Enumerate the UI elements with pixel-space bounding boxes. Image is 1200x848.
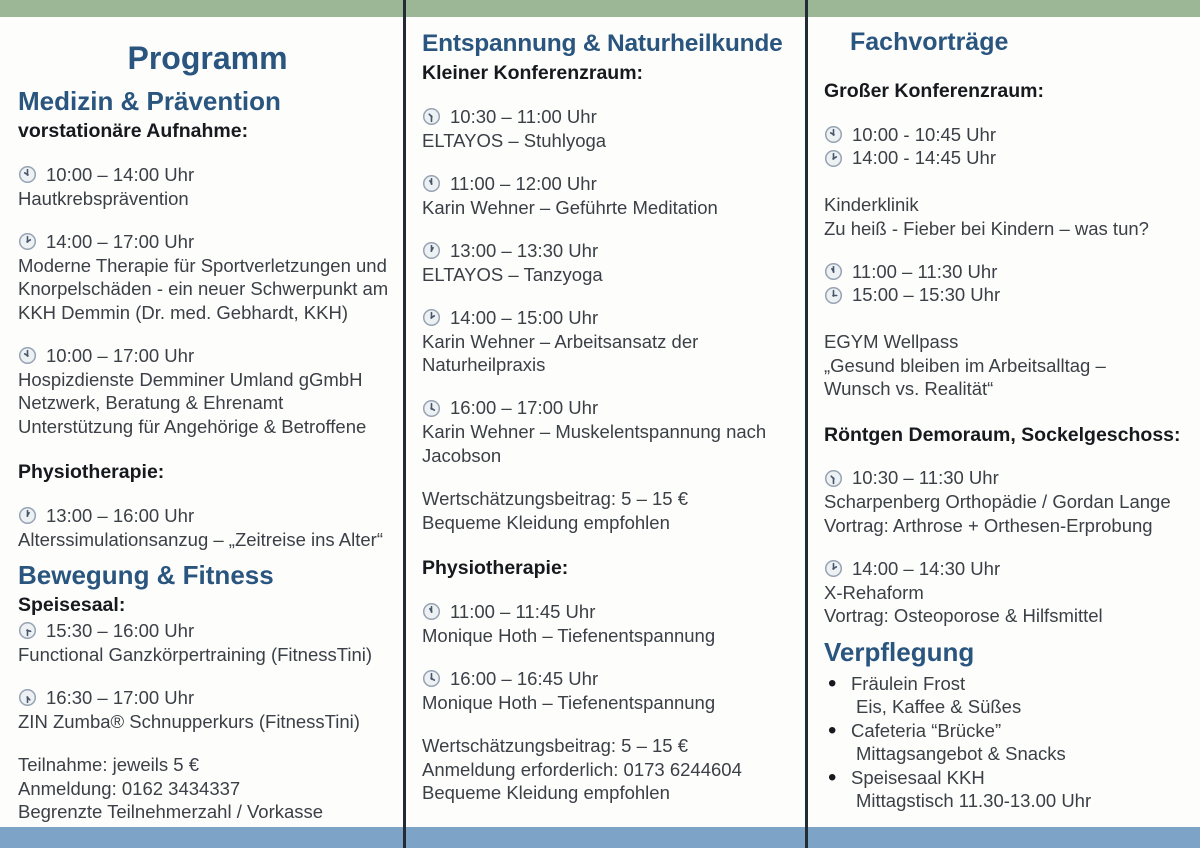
time-row — [422, 172, 797, 196]
event-line: Scharpenberg Orthopädie / Gordan Lange — [824, 491, 1171, 512]
room-subheading: Physiotherapie: — [422, 557, 569, 579]
time-row — [824, 123, 1194, 147]
note-line: Anmeldung erforderlich: 0173 6244604 — [422, 758, 742, 780]
event — [824, 123, 1194, 240]
clock-icon — [422, 241, 441, 260]
bullet-title: • Cafeteria “Brücke” — [851, 719, 1002, 741]
clock-icon — [422, 602, 441, 621]
time-row — [422, 397, 797, 421]
event-description — [18, 254, 397, 325]
time-text: 16:00 – 16:45 Uhr — [450, 667, 599, 689]
time-row — [824, 147, 1194, 171]
column-programm-body — [18, 85, 397, 824]
event-line: Unterstützung für Angehörige & Betroffene — [18, 415, 367, 437]
clock-icon — [18, 165, 37, 184]
bullet-item — [824, 672, 1194, 719]
page-title: Programm — [127, 40, 288, 76]
room-subheading: Physiotherapie: — [18, 461, 165, 483]
event — [18, 230, 397, 324]
clock-icon — [18, 688, 37, 707]
event — [422, 105, 797, 152]
bullet-detail: Mittagstisch 11.30-13.00 Uhr — [856, 790, 1092, 811]
bullet-item — [824, 719, 1194, 766]
column-programm — [0, 17, 403, 827]
event — [422, 667, 797, 714]
time-text: 15:30 – 16:00 Uhr — [46, 619, 195, 641]
note-line: Bequeme Kleidung empfohlen — [422, 511, 670, 533]
event-description — [422, 330, 797, 377]
time-row — [824, 557, 1194, 581]
time-text: 14:00 – 14:30 Uhr — [852, 557, 1001, 579]
time-row — [824, 467, 1194, 491]
event — [824, 557, 1194, 628]
event-line: Zu heiß - Fieber bei Kindern – was tun? — [824, 217, 1149, 239]
time-text: 14:00 - 14:45 Uhr — [852, 147, 996, 169]
event-line: ELTAYOS – Stuhlyoga — [422, 129, 607, 151]
time-text: 11:00 – 11:30 Uhr — [852, 260, 998, 282]
room-subheading: Großer Konferenzraum: — [824, 80, 1044, 102]
event-description — [824, 490, 1194, 537]
event-line: KKH Demmin (Dr. med. Gebhardt, KKH) — [18, 301, 349, 323]
event-description — [422, 420, 797, 467]
clock-icon — [824, 149, 843, 168]
event-description — [824, 581, 1194, 628]
event — [422, 306, 797, 377]
event-line: X-Rehaform — [824, 581, 924, 603]
clock-icon — [422, 174, 441, 193]
event-line: Functional Ganzkörpertraining (FitnessTini) — [18, 643, 373, 665]
event — [824, 467, 1194, 538]
column-title-entspannung: Entspannung & Naturheilkunde — [422, 30, 783, 57]
bullet-list — [824, 672, 1194, 813]
clock-icon — [824, 469, 843, 488]
bullet-detail: Mittagsangebot & Snacks — [856, 743, 1066, 764]
event-description — [422, 196, 797, 220]
room-subheading: Kleiner Konferenzraum: — [422, 62, 644, 84]
time-row — [18, 230, 397, 254]
event-line: Kinderklinik — [824, 194, 919, 215]
time-row — [18, 163, 397, 187]
time-row — [422, 667, 797, 691]
event-description — [824, 330, 1194, 401]
time-text: 16:30 – 17:00 Uhr — [46, 686, 195, 708]
event — [18, 619, 397, 666]
clock-icon — [824, 559, 843, 578]
room-subheading: vorstationäre Aufnahme: — [18, 120, 249, 142]
event-line: Knorpelschäden - ein neuer Schwerpunkt am — [18, 278, 389, 299]
bullet-item — [824, 766, 1194, 813]
top-color-band — [0, 0, 1200, 17]
event — [18, 504, 397, 551]
time-text: 11:00 – 12:00 Uhr — [450, 172, 597, 194]
event-line: Vortrag: Osteoporose & Hilfsmittel — [824, 605, 1103, 626]
time-text: 10:30 – 11:00 Uhr — [450, 105, 597, 127]
section-heading: Bewegung & Fitness — [18, 560, 274, 590]
event-description — [18, 187, 397, 211]
time-text: 11:00 – 11:45 Uhr — [450, 600, 596, 622]
event-line: Monique Hoth – Tiefenentspannung — [422, 691, 716, 713]
time-row — [824, 284, 1194, 308]
event — [18, 686, 397, 733]
time-row — [18, 686, 397, 710]
time-row — [422, 306, 797, 330]
event-line: Jacobson — [422, 444, 502, 466]
event-line: „Gesund bleiben im Arbeitsalltag – — [824, 354, 1106, 376]
bottom-color-band — [0, 827, 1200, 848]
time-row — [824, 260, 1194, 284]
event-description — [422, 691, 797, 715]
time-text: 10:00 – 17:00 Uhr — [46, 344, 195, 366]
bullet-detail: Eis, Kaffee & Süßes — [856, 696, 1022, 717]
event-line: Monique Hoth – Tiefenentspannung — [422, 624, 716, 646]
event — [824, 260, 1194, 401]
time-text: 10:00 – 14:00 Uhr — [46, 163, 195, 185]
event-line: Moderne Therapie für Sportverletzungen und — [18, 254, 387, 276]
column-fachvortraege-body — [824, 79, 1194, 813]
event — [422, 397, 797, 468]
clock-icon — [18, 346, 37, 365]
event-line: EGYM Wellpass — [824, 331, 959, 352]
time-text: 13:00 – 16:00 Uhr — [46, 504, 195, 526]
event-description — [18, 368, 397, 439]
event-line: Naturheilpraxis — [422, 354, 546, 375]
time-text: 14:00 – 15:00 Uhr — [450, 306, 599, 328]
room-subheading: Röntgen Demoraum, Sockelgeschoss: — [824, 423, 1181, 446]
clock-icon — [422, 399, 441, 418]
time-text: 16:00 – 17:00 Uhr — [450, 397, 599, 419]
event-description — [422, 129, 797, 153]
event-line: Wunsch vs. Realität“ — [824, 378, 994, 399]
event-description — [18, 528, 397, 552]
bullet-title: • Speisesaal KKH — [851, 766, 985, 788]
event-line: Alterssimulationsanzug – „Zeitreise ins Alter“ — [18, 528, 384, 550]
section-heading: Medizin & Prävention — [18, 86, 281, 116]
event-line: Hospizdienste Demminer Umland gGmbH — [18, 368, 363, 390]
time-text: 14:00 – 17:00 Uhr — [46, 230, 195, 252]
note-line: Wertschätzungsbeitrag: 5 – 15 € — [422, 735, 689, 756]
event — [18, 163, 397, 210]
event-description — [18, 710, 397, 734]
time-row — [18, 619, 397, 643]
event-line: Karin Wehner – Muskelentspannung nach — [422, 421, 767, 442]
clock-icon — [18, 232, 37, 251]
event-description — [422, 624, 797, 648]
time-row — [18, 504, 397, 528]
event-line: Netzwerk, Beratung & Ehrenamt — [18, 392, 284, 413]
time-text: 15:00 – 15:30 Uhr — [852, 284, 1001, 306]
column-title-fachvortraege: Fachvorträge — [850, 28, 1009, 56]
note-line: Anmeldung: 0162 3434337 — [18, 777, 241, 799]
note-line: Bequeme Kleidung empfohlen — [422, 782, 670, 803]
room-subheading: Speisesaal: — [18, 594, 126, 616]
event-line: ZIN Zumba® Schnupperkurs (FitnessTini) — [18, 710, 360, 732]
note-line: Begrenzte Teilnehmerzahl / Vorkasse — [18, 801, 324, 822]
time-row — [422, 600, 797, 624]
time-text: 10:00 - 10:45 Uhr — [852, 123, 996, 145]
event-description — [824, 193, 1194, 240]
event — [422, 239, 797, 286]
note — [422, 734, 797, 805]
event-description — [18, 643, 397, 667]
bullet-title: • Fräulein Frost — [851, 672, 966, 694]
clock-icon — [824, 125, 843, 144]
event — [18, 344, 397, 438]
time-row — [18, 344, 397, 368]
event-line: Hautkrebsprävention — [18, 187, 189, 209]
clock-icon — [422, 107, 441, 126]
clock-icon — [824, 286, 843, 305]
clock-icon — [18, 621, 37, 640]
time-row — [422, 239, 797, 263]
time-text: 10:30 – 11:30 Uhr — [852, 467, 999, 489]
event-line: Karin Wehner – Geführte Meditation — [422, 196, 718, 218]
clock-icon — [824, 262, 843, 281]
event-description — [422, 263, 797, 287]
event — [422, 600, 797, 647]
time-row — [422, 105, 797, 129]
event-line: ELTAYOS – Tanzyoga — [422, 263, 603, 285]
column-entspannung-naturheilkunde — [406, 17, 805, 827]
note — [422, 487, 797, 534]
clock-icon — [422, 669, 441, 688]
event-line: Karin Wehner – Arbeitsansatz der — [422, 330, 699, 352]
event — [422, 172, 797, 219]
note — [18, 753, 397, 824]
clock-icon — [18, 506, 37, 525]
time-text: 13:00 – 13:30 Uhr — [450, 239, 599, 261]
note-line: Wertschätzungsbeitrag: 5 – 15 € — [422, 488, 689, 509]
column-entspannung-body — [422, 61, 797, 805]
clock-icon — [422, 308, 441, 327]
event-line: Vortrag: Arthrose + Orthesen-Erprobung — [824, 514, 1153, 536]
note-line: Teilnahme: jeweils 5 € — [18, 754, 199, 775]
column-fachvortraege — [808, 17, 1200, 827]
section-heading: Verpflegung — [824, 636, 975, 667]
